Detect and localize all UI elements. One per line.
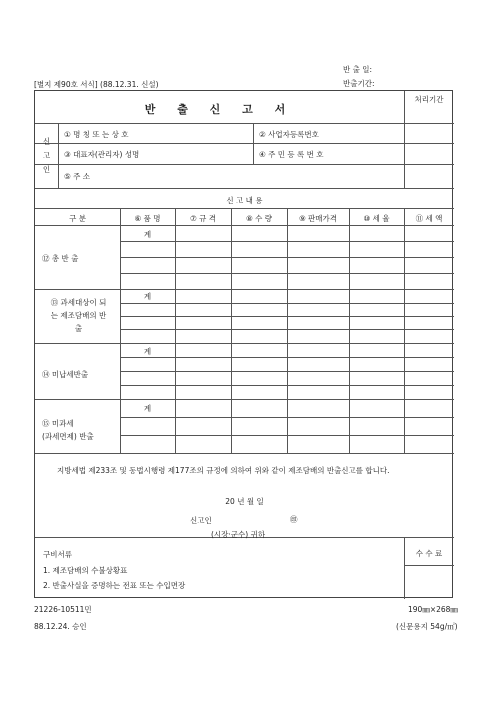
col-header-category: 구 분 [69,214,86,223]
date-line: 20 년 월 일 [225,497,264,506]
seal-mark: ㊞ [290,515,298,524]
legal-statement: 지방세법 제233조 및 동법시행령 제177조의 규정에 의하여 위와 같이 제조담배의 반출신고를 합니다. [57,466,390,475]
col-header-tax: ⑪ 세 액 [415,214,443,223]
attachment-item: 2. 반출사실을 증명하는 전표 또는 수입면장 [43,581,186,590]
field-resident-reg-no: ④ 주 민 등 록 번 호 [259,150,324,159]
form-code: 21226-10511민 [34,605,92,614]
fee-label: 수 수 료 [415,549,443,558]
field-name-or-trade: ① 명 칭 또 는 상 호 [64,130,129,139]
col-header-item: ⑥ 품 명 [134,214,161,223]
col-header-spec: ⑦ 규 격 [190,214,216,223]
field-address: ⑤ 주 소 [64,172,90,181]
export-date-label: 반 출 일: [343,65,373,74]
group-label-untaxed: ⑮ 미과세 (과세면제) 반출 [42,419,94,441]
attachments-heading: 구비서류 [43,550,72,559]
group-label-total-export: ⑫ 총 반 출 [42,254,79,263]
field-representative-name: ③ 대표자(관리자) 성명 [64,150,140,159]
col-header-quantity: ⑧ 수 량 [246,214,272,223]
group-total-label: 계 [143,404,152,413]
addressee: (시장·군수) 귀하 [211,530,266,539]
content-header: 신 고 내 용 [226,196,263,205]
declaration-form [34,90,453,598]
col-header-rate: ⑩ 세 율 [363,214,390,223]
paper-type: (신문용지 54g/㎡) [396,622,458,631]
approval-date: 88.12.24. 승인 [34,622,87,631]
processing-period-label: 처리기간 [414,95,444,104]
group-label-unpaid: ⑭ 미납세반출 [42,370,89,379]
col-header-price: ⑨ 판매가격 [298,214,338,223]
group-total-label: 계 [143,230,152,239]
export-period-label: 반출기간: [343,79,375,88]
field-business-reg-no: ② 사업자등록번호 [259,130,319,139]
declarant-line: 신고인 [190,516,212,525]
attachment-item: 1. 제조담배의 수불상황표 [43,566,128,575]
form-reference: [별지 제90호 서식] (88.12.31. 신설) [34,80,159,89]
group-total-label: 계 [143,347,152,356]
paper-size: 190㎜×268㎜ [408,605,458,614]
group-total-label: 계 [143,292,152,301]
declarant-section-label: 신 고 인 [42,137,51,174]
group-label-taxable: ⑬ 과세대상이 되 는 제조담배의 반 출 [50,298,107,333]
form-title: 반 출 신 고 서 [144,103,295,116]
